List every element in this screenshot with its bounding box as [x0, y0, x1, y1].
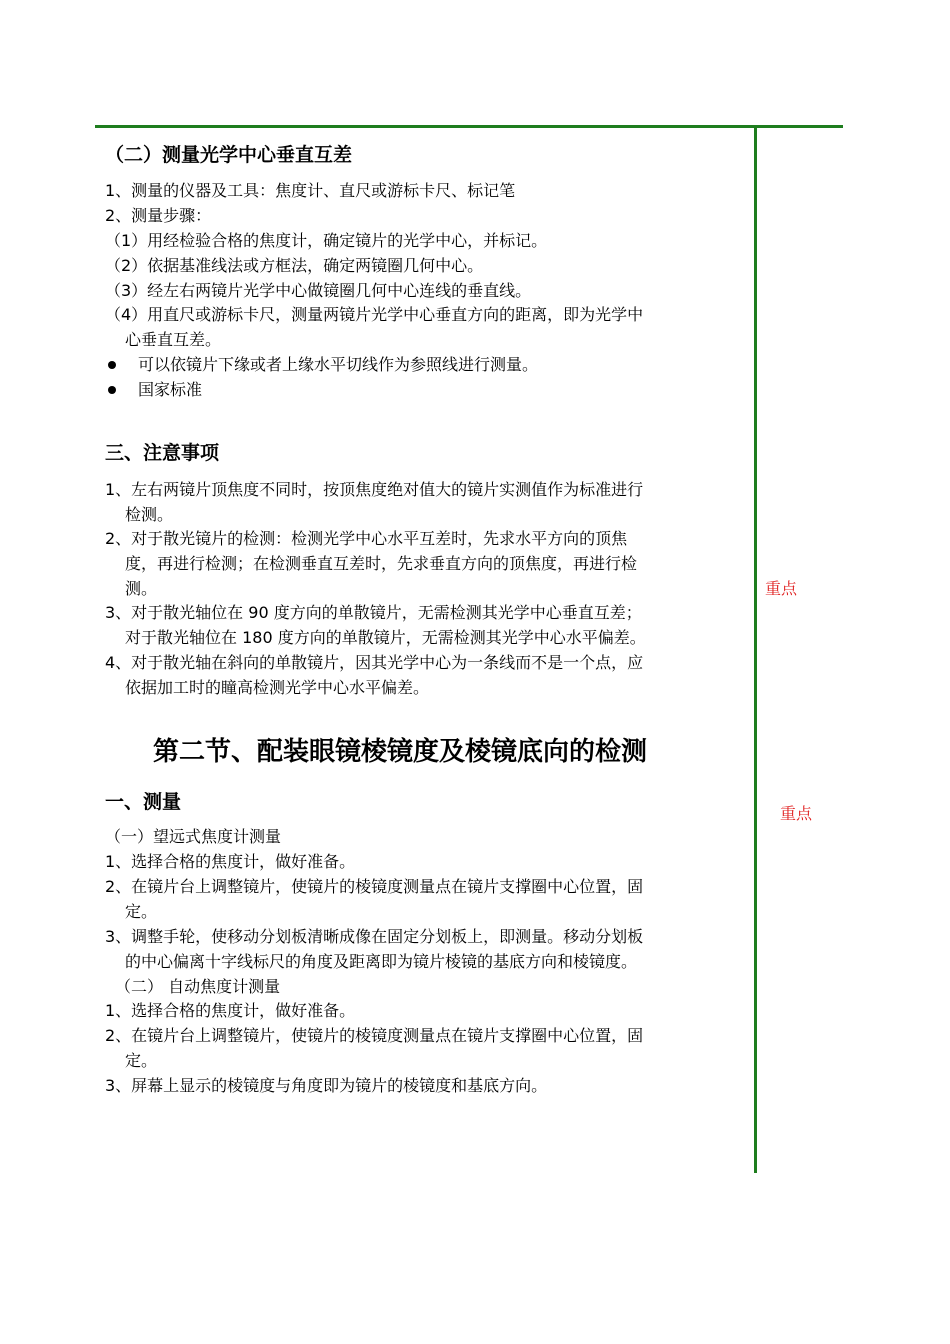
text-line: 2、测量步骤： — [105, 206, 212, 225]
text-line: 4、对于散光轴在斜向的单散镜片，因其光学中心为一条线而不是一个点，应 — [105, 653, 644, 672]
text-line: （3）经左右两镜片光学中心做镜圈几何中心连线的垂直线。 — [105, 281, 532, 300]
text-line: 1、选择合格的焦度计，做好准备。 — [105, 1001, 356, 1020]
text-line: （1）用经检验合格的焦度计，确定镜片的光学中心，并标记。 — [105, 231, 548, 250]
text-line: 2、在镜片台上调整镜片，使镜片的棱镜度测量点在镜片支撑圈中心位置，固 — [105, 877, 644, 896]
text-line: 心垂直互差。 — [125, 330, 222, 349]
text-line: 2、对于散光镜片的检测：检测光学中心水平互差时，先求水平方向的顶焦 — [105, 529, 628, 548]
bullet-text: 国家标准 — [138, 380, 203, 399]
text-line: （4）用直尺或游标卡尺，测量两镜片光学中心垂直方向的距离，即为光学中 — [105, 305, 644, 324]
margin-rule — [754, 125, 757, 1173]
text-line: 检测。 — [125, 505, 174, 524]
bullet-dot — [108, 361, 116, 369]
heading-notes: 三、注意事项 — [105, 442, 220, 464]
text-line: （一）望远式焦度计测量 — [105, 827, 282, 846]
text-line: （2）依据基准线法或方框法，确定两镜圈几何中心。 — [105, 256, 484, 275]
bullet-dot — [108, 386, 116, 394]
heading-measure: 一、测量 — [105, 791, 182, 813]
text-line: 测。 — [125, 579, 158, 598]
text-line: （二） 自动焦度计测量 — [115, 977, 281, 996]
text-line: 3、对于散光轴位在 90 度方向的单散镜片，无需检测其光学中心垂直互差； — [105, 603, 642, 622]
text-line: 3、调整手轮，使移动分划板清晰成像在固定分划板上，即测量。移动分划板 — [105, 927, 644, 946]
text-line: 1、测量的仪器及工具：焦度计、直尺或游标卡尺、标记笔 — [105, 181, 516, 200]
text-line: 定。 — [125, 902, 158, 921]
text-line: 1、选择合格的焦度计，做好准备。 — [105, 852, 356, 871]
text-line: 1、左右两镜片顶焦度不同时，按顶焦度绝对值大的镜片实测值作为标准进行 — [105, 480, 644, 499]
margin-note-key-point: 重点 — [780, 804, 813, 823]
top-rule — [95, 125, 843, 128]
text-line: 对于散光轴位在 180 度方向的单散镜片，无需检测其光学中心水平偏差。 — [125, 628, 646, 647]
text-line: 2、在镜片台上调整镜片，使镜片的棱镜度测量点在镜片支撑圈中心位置，固 — [105, 1026, 644, 1045]
section-title: 第二节、配装眼镜棱镜度及棱镜底向的检测 — [153, 737, 648, 767]
text-line: 3、屏幕上显示的棱镜度与角度即为镜片的棱镜度和基底方向。 — [105, 1076, 548, 1095]
text-line: 的中心偏离十字线标尺的角度及距离即为镜片棱镜的基底方向和棱镜度。 — [125, 952, 638, 971]
text-line: 度，再进行检测；在检测垂直互差时，先求垂直方向的顶焦度，再进行检 — [125, 554, 638, 573]
heading-measure-vertical: （二）测量光学中心垂直互差 — [105, 144, 353, 166]
text-line: 依据加工时的瞳高检测光学中心水平偏差。 — [125, 678, 430, 697]
text-line: 定。 — [125, 1051, 158, 1070]
margin-note-key-point: 重点 — [765, 579, 798, 598]
bullet-text: 可以依镜片下缘或者上缘水平切线作为参照线进行测量。 — [138, 355, 539, 374]
